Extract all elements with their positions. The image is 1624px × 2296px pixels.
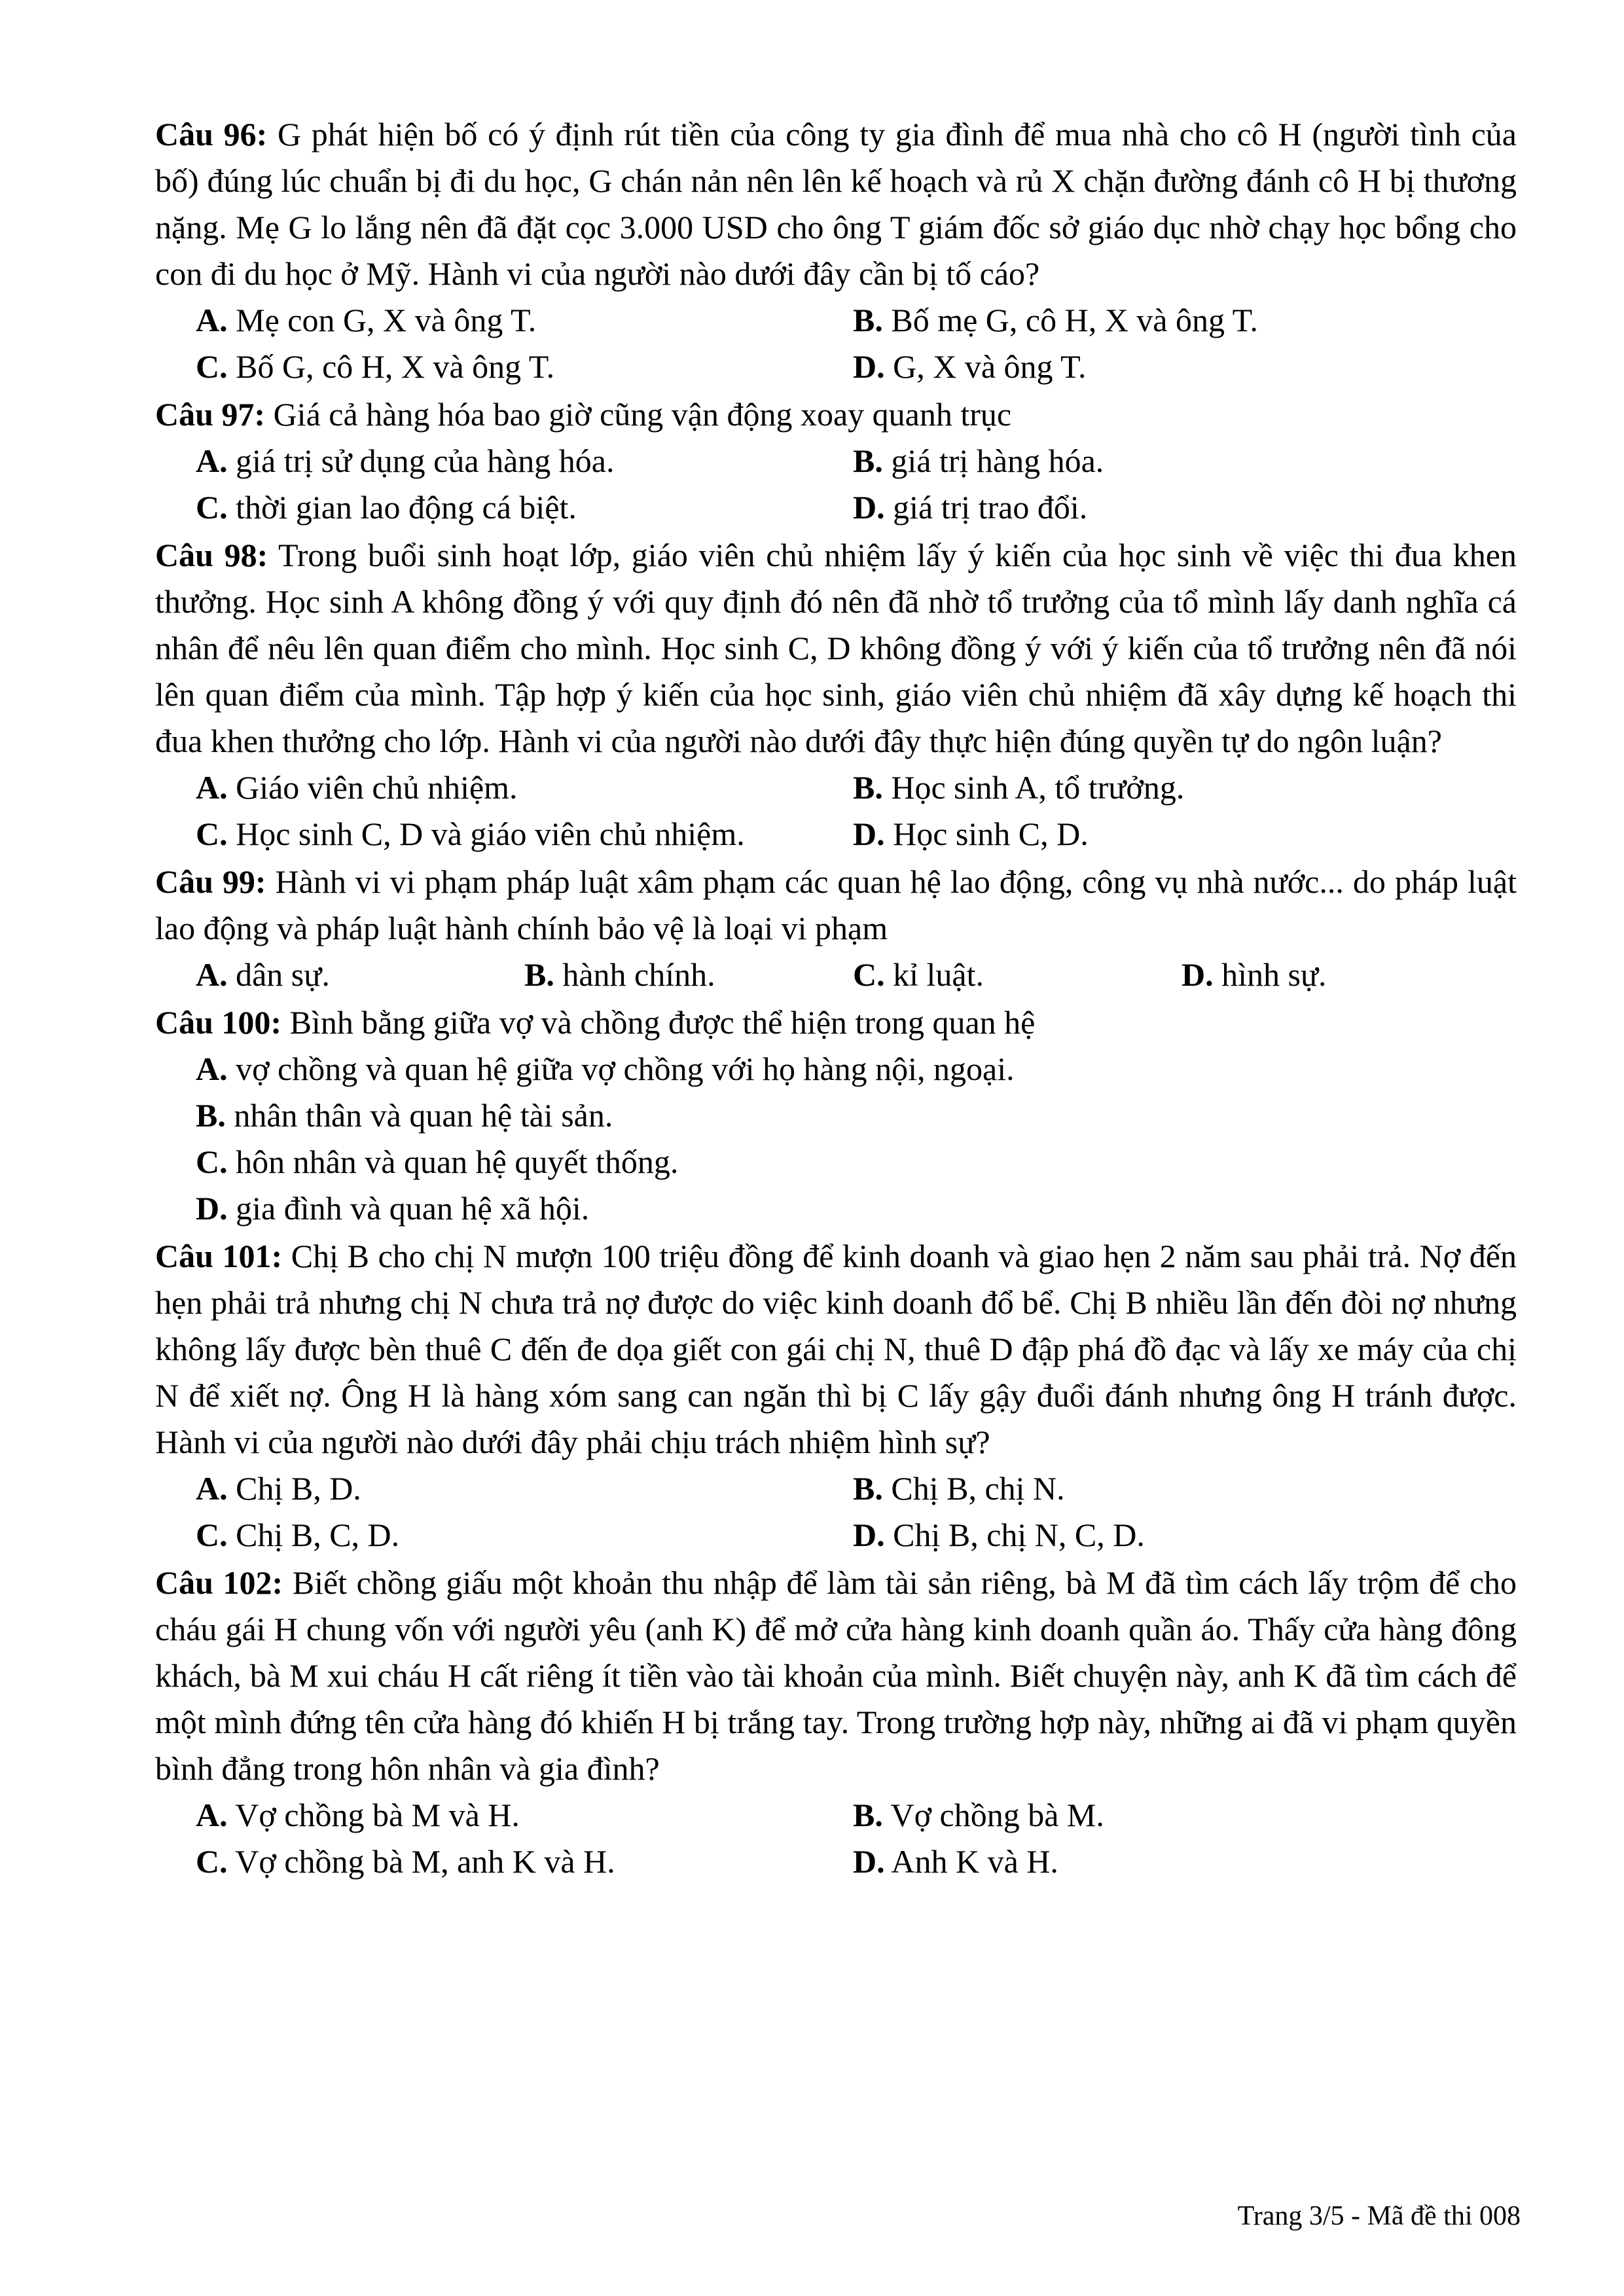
question-label: Câu 101: [155,1238,283,1274]
option-letter: A. [196,956,228,993]
option-text: Chị B, chị N, C, D. [893,1516,1145,1553]
option-letter: B. [524,956,554,993]
option-d [853,1512,1510,1558]
option-letter: D. [853,816,885,852]
option-d [853,344,1510,390]
page-footer: Trang 3/5 - Mã đề thi 008 [1237,2201,1521,2231]
option-letter: B. [196,1097,226,1134]
option-text: kỉ luật. [893,956,984,993]
options [155,438,1517,531]
option-text: nhân thân và quan hệ tài sản. [234,1097,613,1134]
question-97 [155,391,1517,531]
question-99 [155,859,1517,998]
question-label: Câu 99: [155,863,266,900]
question-stem [155,1560,1517,1792]
option-letter: A. [196,1470,228,1507]
question-text: Bình bằng giữa vợ và chồng được thể hiện trong quan hệ [289,1004,1036,1041]
question-stem [155,111,1517,297]
option-b [853,438,1510,484]
option-letter: D. [196,1190,228,1227]
question-text: Biết chồng giấu một khoản thu nhập để làm tài sản riêng, bà M đã tìm cách lấy trộm để cho cháu gái H chung vốn với người yêu (anh K) để mở cửa hàng kinh doanh quần áo. Thấy cửa hàng đông khách, bà M xui cháu H cất riêng ít tiền vào tài khoản của mình. Biết chuyện này, anh K đã tìm cách để một mình đứng tên cửa hàng đó khiến H bị trắng tay. Trong trường hợp này, những ai đã vi phạm quyền bình đẳng trong hôn nhân và gia đình? [155,1564,1517,1787]
question-98 [155,532,1517,857]
option-text: G, X và ông T. [893,348,1087,385]
option-letter: B. [853,1797,883,1833]
option-letter: C. [196,489,228,526]
option-c [196,1839,853,1885]
option-c [196,1139,1517,1185]
question-text: Trong buổi sinh hoạt lớp, giáo viên chủ nhiệm lấy ý kiến của học sinh về việc thi đua khen thưởng. Học sinh A không đồng ý với quy định đó nên đã nhờ tổ trưởng của tổ mình lấy danh nghĩa cá nhân để nêu lên quan điểm cho mình. Học sinh C, D không đồng ý với ý kiến của tổ trưởng nên đã nói lên quan điểm của mình. Tập hợp ý kiến của học sinh, giáo viên chủ nhiệm đã xây dựng kế hoạch thi đua khen thưởng cho lớp. Hành vi của người nào dưới đây thực hiện đúng quyền tự do ngôn luận? [155,537,1517,759]
option-text: Chị B, chị N. [891,1470,1065,1507]
option-c [196,344,853,390]
option-letter: C. [196,1516,228,1553]
option-letter: C. [853,956,885,993]
option-letter: A. [196,1797,228,1833]
option-c [853,952,1182,998]
option-a [196,952,524,998]
option-text: Anh K và H. [891,1843,1058,1880]
question-stem [155,532,1517,764]
option-text: Học sinh C, D và giáo viên chủ nhiệm. [236,816,745,852]
option-text: hôn nhân và quan hệ quyết thống. [236,1143,679,1180]
option-text: vợ chồng và quan hệ giữa vợ chồng với họ hàng nội, ngoại. [236,1050,1015,1087]
option-text: thời gian lao động cá biệt. [236,489,577,526]
option-letter: C. [196,1843,228,1880]
option-a [196,1046,1517,1092]
option-letter: A. [196,302,228,338]
question-text: Giá cả hàng hóa bao giờ cũng vận động xoay quanh trục [273,396,1012,433]
option-letter: B. [853,302,883,338]
option-b [853,297,1510,344]
options [155,764,1517,857]
question-stem [155,1233,1517,1465]
option-letter: C. [196,816,228,852]
options [155,1792,1517,1885]
option-letter: B. [853,1470,883,1507]
option-d [853,1839,1510,1885]
option-letter: D. [853,489,885,526]
option-b [853,1792,1510,1839]
options [155,1046,1517,1232]
option-a [196,764,853,811]
option-letter: D. [853,1843,885,1880]
option-c [196,811,853,857]
option-letter: D. [853,348,885,385]
option-text: Bố mẹ G, cô H, X và ông T. [891,302,1258,338]
option-text: giá trị hàng hóa. [891,442,1104,479]
question-100 [155,999,1517,1232]
option-b [524,952,853,998]
option-text: hình sự. [1221,956,1327,993]
option-text: Chị B, D. [236,1470,361,1507]
question-label: Câu 98: [155,537,268,573]
option-c [196,484,853,531]
option-a [196,438,853,484]
option-text: Vợ chồng bà M, anh K và H. [235,1843,615,1880]
option-d [1182,952,1510,998]
option-letter: B. [853,442,883,479]
option-text: gia đình và quan hệ xã hội. [236,1190,590,1227]
question-101 [155,1233,1517,1558]
question-stem [155,859,1517,952]
options [155,952,1517,998]
option-text: Vợ chồng bà M. [890,1797,1104,1833]
option-letter: C. [196,1143,228,1180]
option-text: Chị B, C, D. [236,1516,400,1553]
option-d [196,1185,1517,1232]
exam-page [155,111,1517,1886]
option-text: Giáo viên chủ nhiệm. [236,769,518,806]
options [155,1465,1517,1558]
option-text: giá trị trao đổi. [893,489,1088,526]
option-letter: A. [196,1050,228,1087]
option-text: Vợ chồng bà M và H. [235,1797,520,1833]
option-letter: A. [196,442,228,479]
option-text: Bố G, cô H, X và ông T. [236,348,555,385]
question-label: Câu 96: [155,116,268,152]
question-text: G phát hiện bố có ý định rút tiền của công ty gia đình để mua nhà cho cô H (người tình của bố) đúng lúc chuẩn bị đi du học, G chán nản nên lên kế hoạch và rủ X chặn đường đánh cô H bị thương nặng. Mẹ G lo lắng nên đã đặt cọc 3.000 USD cho ông T giám đốc sở giáo dục nhờ chạy học bổng cho con đi du học ở Mỹ. Hành vi của người nào dưới đây cần bị tố cáo? [155,116,1517,292]
option-letter: D. [1182,956,1214,993]
option-text: dân sự. [236,956,330,993]
option-a [196,297,853,344]
options [155,297,1517,390]
option-letter: C. [196,348,228,385]
option-text: hành chính. [562,956,715,993]
option-b [853,1465,1510,1512]
option-d [853,811,1510,857]
question-stem [155,391,1517,438]
option-letter: B. [853,769,883,806]
question-stem [155,999,1517,1046]
option-text: giá trị sử dụng của hàng hóa. [236,442,615,479]
option-letter: D. [853,1516,885,1553]
question-label: Câu 100: [155,1004,282,1041]
option-letter: A. [196,769,228,806]
question-102 [155,1560,1517,1885]
option-text: Học sinh A, tổ trưởng. [891,769,1185,806]
question-label: Câu 97: [155,396,266,433]
option-d [853,484,1510,531]
option-b [853,764,1510,811]
option-c [196,1512,853,1558]
option-a [196,1792,853,1839]
option-a [196,1465,853,1512]
question-text: Chị B cho chị N mượn 100 triệu đồng để kinh doanh và giao hẹn 2 năm sau phải trả. Nợ đến hẹn phải trả nhưng chị N chưa trả nợ được do việc kinh doanh đổ bể. Chị B nhiều lần đến đòi nợ nhưng không lấy được bèn thuê C đến đe dọa giết con gái chị N, thuê D đập phá đồ đạc và lấy xe máy của chị N để xiết nợ. Ông H là hàng xóm sang can ngăn thì bị C lấy gậy đuổi đánh nhưng ông H tránh được. Hành vi của người nào dưới đây phải chịu trách nhiệm hình sự? [155,1238,1517,1460]
question-label: Câu 102: [155,1564,283,1601]
question-96 [155,111,1517,390]
option-text: Học sinh C, D. [893,816,1089,852]
option-b [196,1092,1517,1139]
option-text: Mẹ con G, X và ông T. [236,302,537,338]
question-text: Hành vi vi phạm pháp luật xâm phạm các quan hệ lao động, công vụ nhà nước... do pháp luật lao động và pháp luật hành chính bảo vệ là loại vi phạm [155,863,1517,946]
